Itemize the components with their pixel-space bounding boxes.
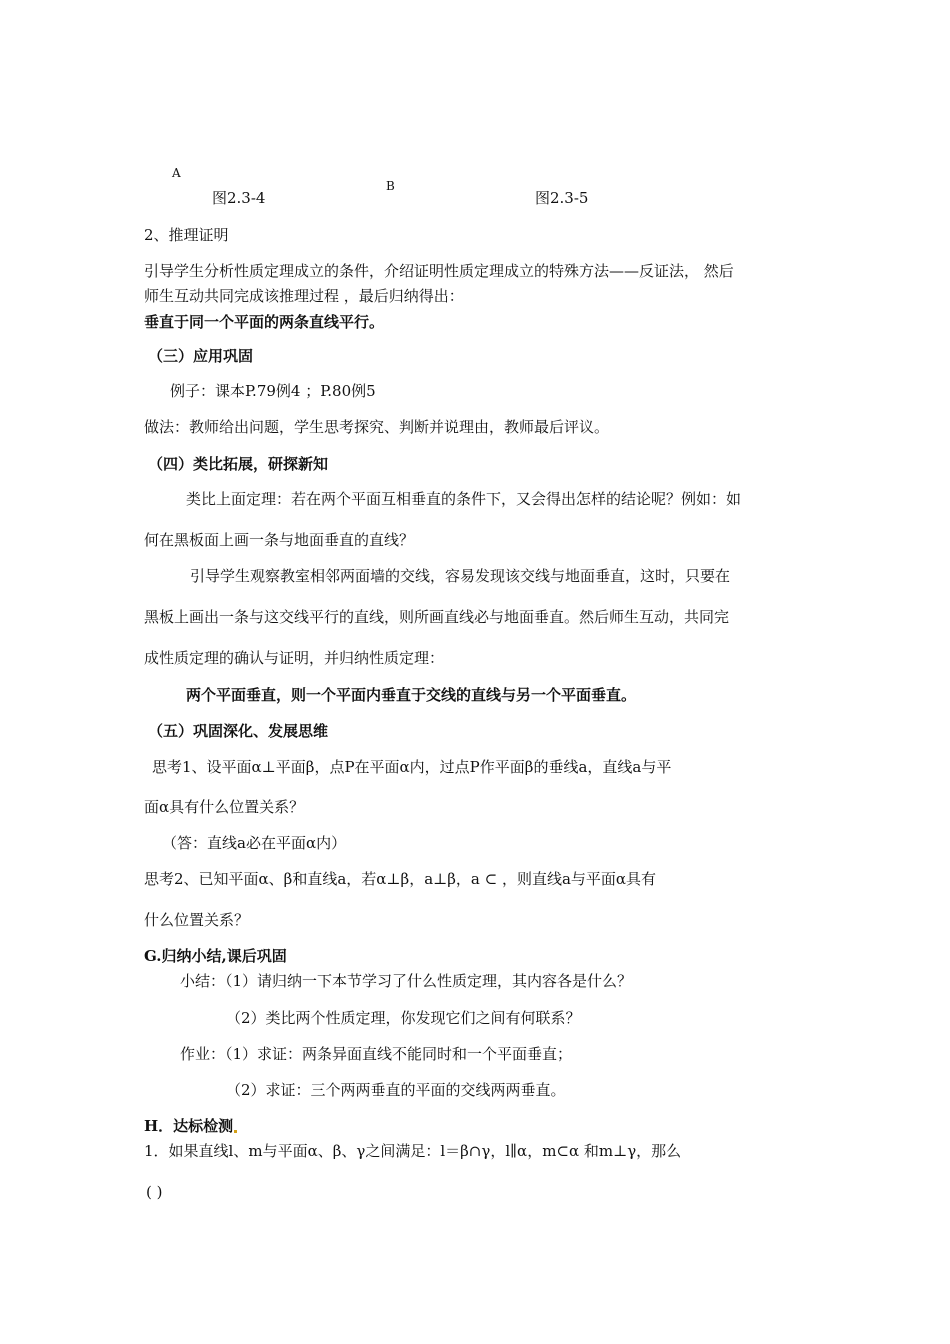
think-1-line-2: 面α具有什么位置关系？ — [144, 798, 305, 816]
application-method: 做法：教师给出问题，学生思考探究、判断并说理由，教师最后评议。 — [144, 418, 610, 436]
summary-item-2: （2）类比两个性质定理，你发现它们之间有何联系？ — [226, 1009, 581, 1027]
assessment-q1-answer-blank: ( ) — [146, 1183, 163, 1201]
homework-item-2: （2）求证：三个两两垂直的平面的交线两两垂直。 — [226, 1081, 566, 1099]
section-heading-summary: G.归纳小结,课后巩固 — [144, 947, 287, 965]
section-heading-proof: 2、推理证明 — [144, 226, 229, 244]
summary-item-1: 小结：（1）请归纳一下本节学习了什么性质定理，其内容各是什么？ — [180, 972, 633, 990]
application-example: 例子：课本P.79例4 ；P.80例5 — [170, 382, 376, 400]
proof-paragraph-line-2: 师生互动共同完成该推理过程 ，最后归纳得出： — [144, 287, 464, 305]
think-2-line-2: 什么位置关系？ — [144, 911, 250, 929]
edit-mark — [234, 1130, 237, 1133]
proof-conclusion: 垂直于同一个平面的两条直线平行。 — [144, 313, 385, 331]
homework-item-1: 作业：（1）求证：两条异面直线不能同时和一个平面垂直； — [180, 1045, 573, 1063]
section-heading-assessment: H．达标检测 — [144, 1117, 234, 1135]
figure-caption-2-3-4: 图2.3-4 — [212, 189, 266, 207]
think-1-line-1: 思考1、设平面α⊥平面β，点P在平面α内，过点P作平面β的垂线a，直线a与平 — [152, 758, 672, 776]
figure-point-label-b: B — [386, 179, 395, 193]
think-1-answer: （答：直线a必在平面α内） — [162, 834, 347, 852]
proof-paragraph-line-1: 引导学生分析性质定理成立的条件，介绍证明性质定理成立的特殊方法——反证法， 然后 — [144, 262, 734, 280]
analogy-paragraph-2-line-2: 黑板上画出一条与这交线平行的直线，则所画直线必与地面垂直。然后师生互动，共同完 — [144, 608, 730, 626]
analogy-theorem: 两个平面垂直，则一个平面内垂直于交线的直线与另一个平面垂直。 — [186, 686, 637, 704]
section-heading-deepen: （五）巩固深化、发展思维 — [148, 722, 329, 740]
figure-point-label-a: A — [172, 166, 181, 180]
analogy-paragraph-1-line-2: 何在黑板面上画一条与地面垂直的直线？ — [144, 531, 415, 549]
figure-caption-2-3-5: 图2.3-5 — [535, 189, 589, 207]
section-heading-analogy: （四）类比拓展，研探新知 — [148, 455, 329, 473]
analogy-paragraph-2-line-3: 成性质定理的确认与证明，并归纳性质定理： — [144, 649, 445, 667]
assessment-q1-line-1: 1．如果直线l、m与平面α、β、γ之间满足：l＝β∩γ，l∥α，m⊂α 和m⊥γ，那么 — [144, 1142, 682, 1160]
think-2-line-1: 思考2、已知平面α、β和直线a，若α⊥β，a⊥β，a ⊂ ，则直线a与平面α具有 — [144, 870, 657, 888]
section-heading-application: （三）应用巩固 — [148, 347, 254, 365]
analogy-paragraph-1-line-1: 类比上面定理：若在两个平面互相垂直的条件下，又会得出怎样的结论呢？例如：如 — [186, 490, 742, 508]
analogy-paragraph-2-line-1: 引导学生观察教室相邻两面墙的交线，容易发现该交线与地面垂直，这时，只要在 — [190, 567, 731, 585]
